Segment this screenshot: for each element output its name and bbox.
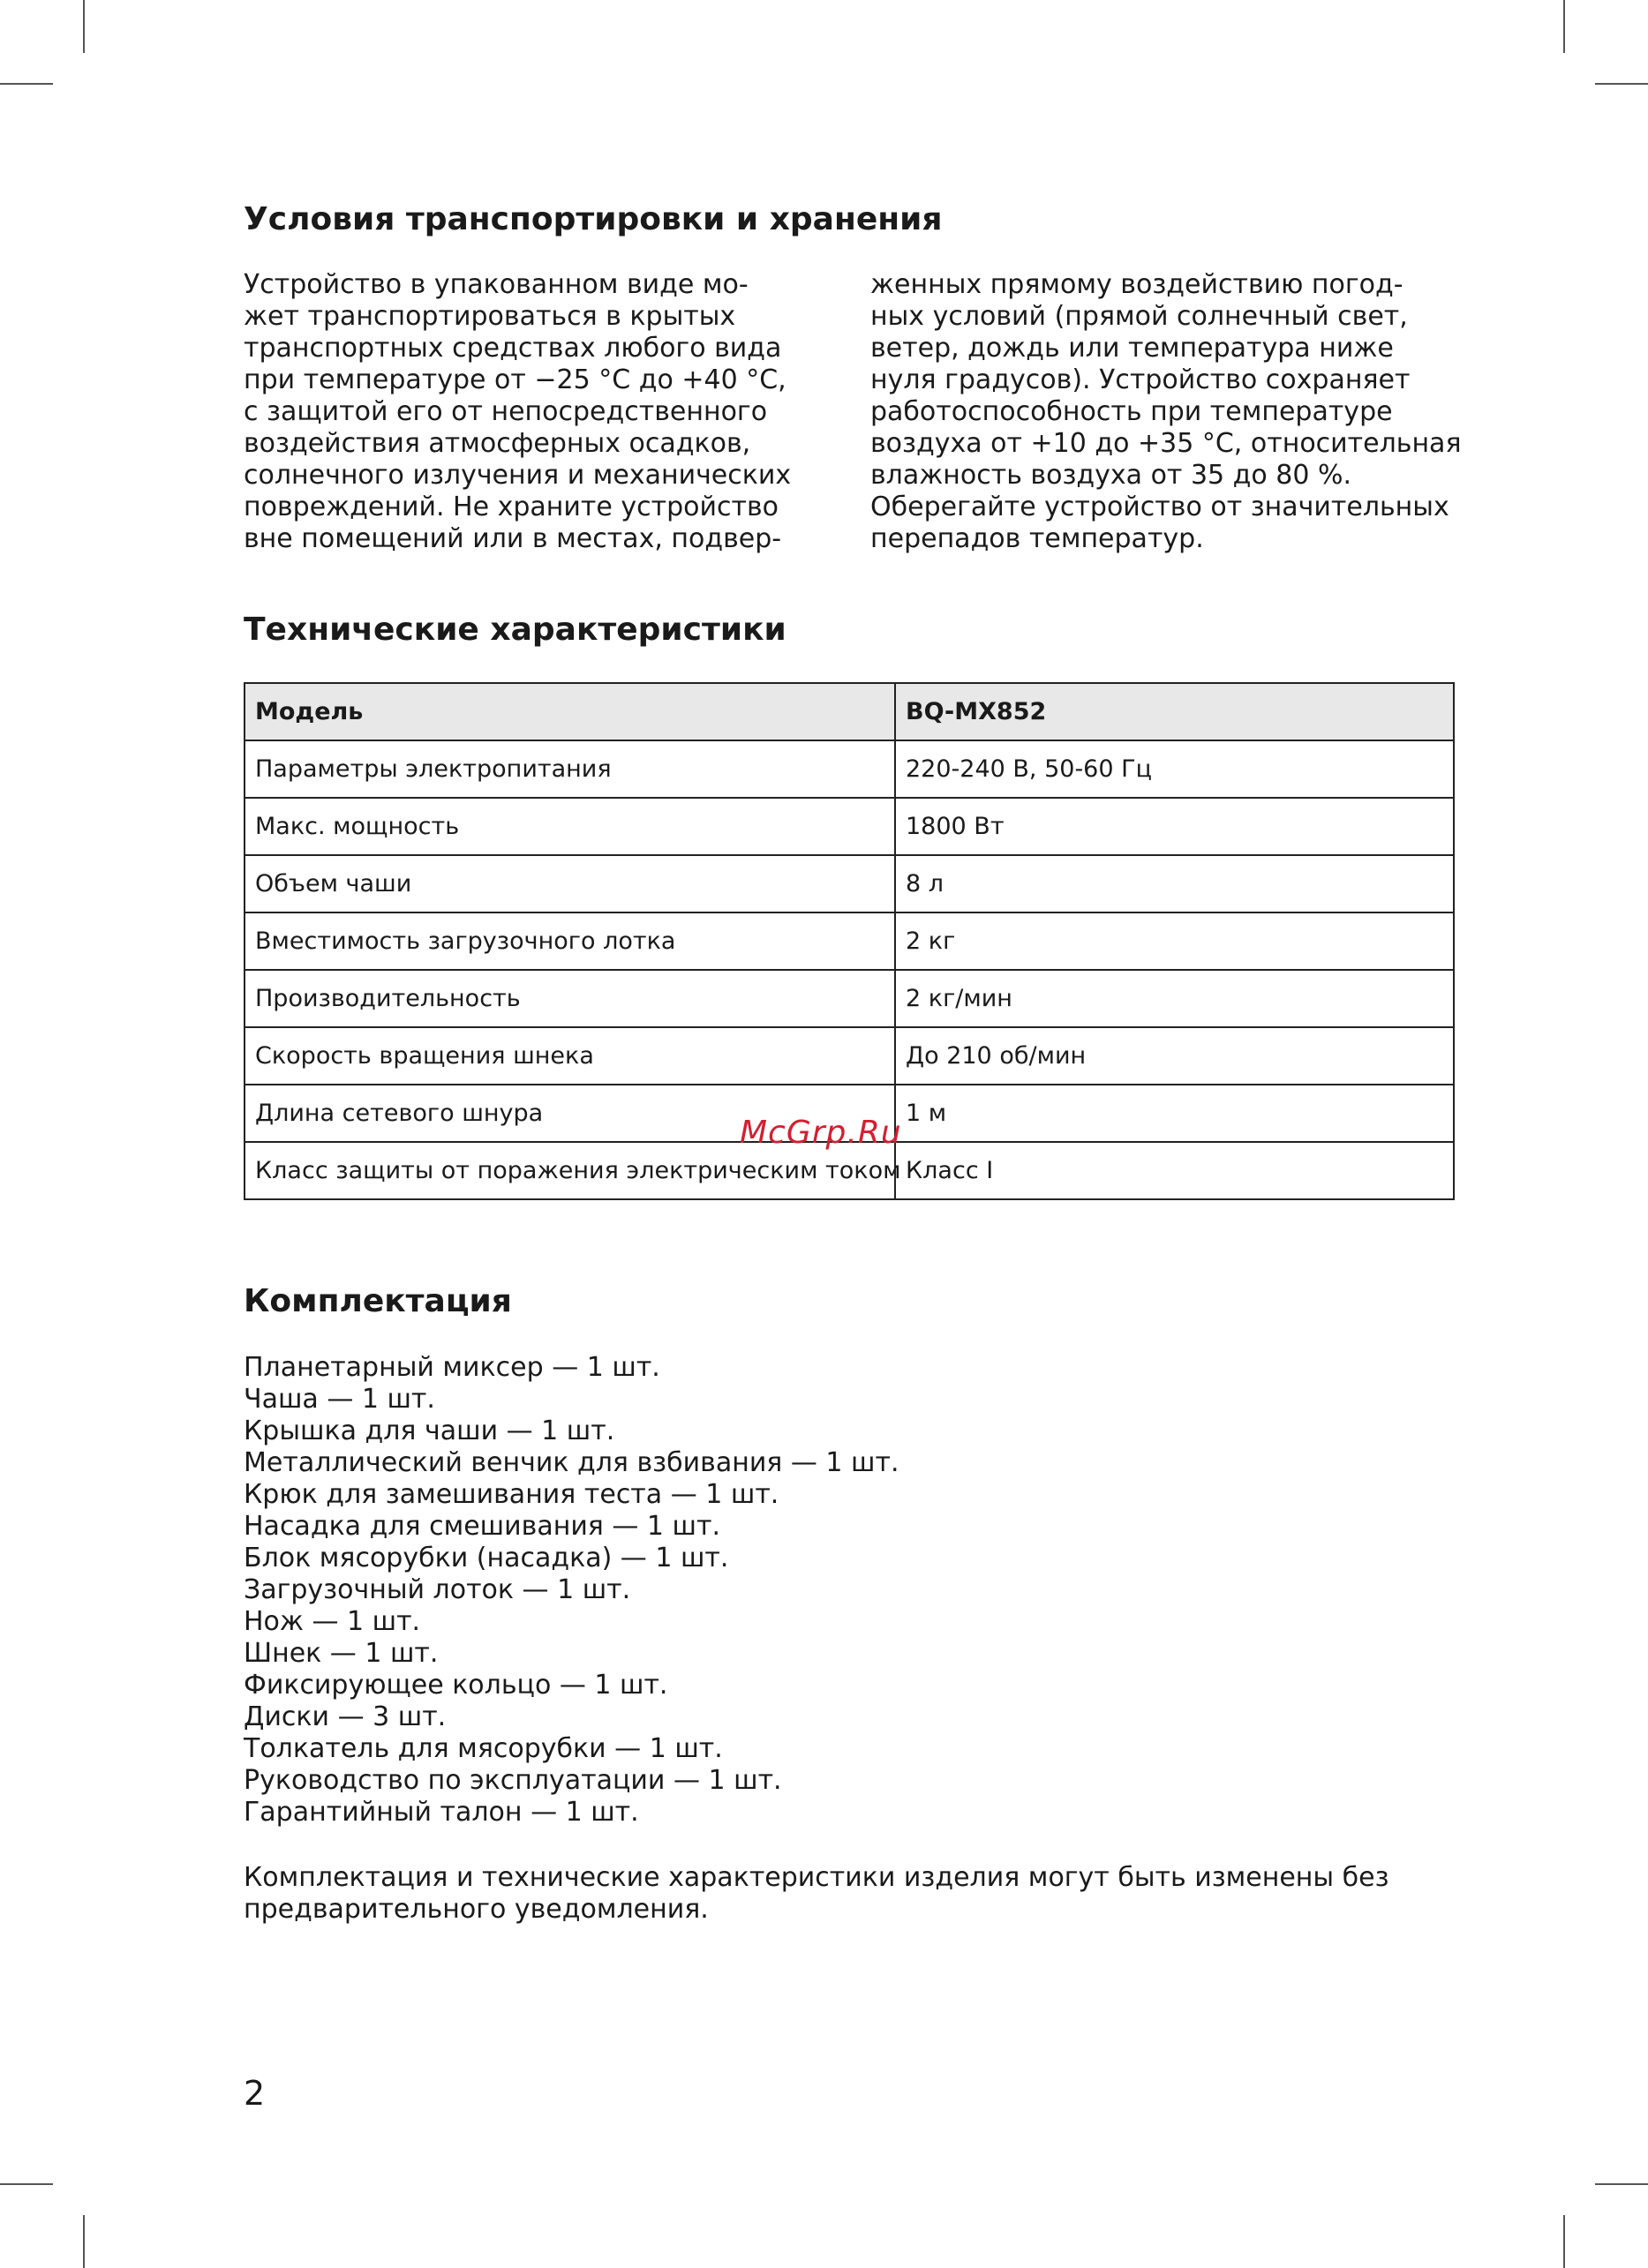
text-line: Устройство в упакованном виде мо- bbox=[244, 269, 749, 300]
list-item: Чаша — 1 шт. bbox=[244, 1384, 435, 1415]
watermark: McGrp.Ru bbox=[740, 1115, 902, 1151]
crop-mark bbox=[83, 0, 85, 53]
spec-label: Скорость вращения шнека bbox=[245, 1027, 895, 1085]
list-item: Диски — 3 шт. bbox=[244, 1701, 447, 1732]
table-row bbox=[245, 683, 1454, 740]
text-line: транспортных средствах любого вида bbox=[244, 333, 782, 364]
kit-note bbox=[244, 1862, 1389, 1926]
table-row bbox=[245, 798, 1454, 855]
transport-text-left bbox=[244, 269, 791, 555]
list-item: Толкатель для мясорубки — 1 шт. bbox=[244, 1733, 723, 1764]
spec-value: 2 кг/мин bbox=[895, 970, 1454, 1027]
text-line: влажность воздуха от 35 до 80 %. bbox=[870, 460, 1352, 491]
list-item: Металлический венчик для взбивания — 1 шт. bbox=[244, 1447, 899, 1478]
list-item: Нож — 1 шт. bbox=[244, 1606, 421, 1637]
list-item: Гарантийный талон — 1 шт. bbox=[244, 1797, 639, 1828]
text-line: женных прямому воздействию погод- bbox=[870, 269, 1403, 300]
text-line: при температуре от −25 °C до +40 °C, bbox=[244, 364, 786, 395]
text-line: вне помещений или в местах, подвер- bbox=[244, 523, 782, 554]
list-item: Блок мясорубки (насадка) — 1 шт. bbox=[244, 1543, 729, 1573]
transport-heading: Условия транспортировки и хранения bbox=[244, 201, 943, 237]
list-item: Крюк для замешивания теста — 1 шт. bbox=[244, 1479, 779, 1510]
crop-mark bbox=[0, 2183, 53, 2185]
spec-value: 1 м bbox=[895, 1085, 1454, 1142]
text-line: солнечного излучения и механических bbox=[244, 460, 792, 491]
crop-mark bbox=[1563, 0, 1565, 53]
spec-value: BQ-MX852 bbox=[895, 683, 1454, 740]
list-item: Насадка для смешивания — 1 шт. bbox=[244, 1511, 721, 1542]
list-item: Руководство по эксплуатации — 1 шт. bbox=[244, 1765, 782, 1796]
crop-mark bbox=[1563, 2215, 1565, 2268]
spec-value: 1800 Вт bbox=[895, 798, 1454, 855]
text-line: с защитой его от непосредственного bbox=[244, 396, 768, 427]
text-line: жет транспортироваться в крытых bbox=[244, 301, 736, 332]
list-item: Загрузочный лоток — 1 шт. bbox=[244, 1574, 631, 1605]
spec-value: 8 л bbox=[895, 855, 1454, 912]
spec-value: 2 кг bbox=[895, 912, 1454, 970]
list-item: Планетарный миксер — 1 шт. bbox=[244, 1352, 660, 1383]
text-line: перепадов температур. bbox=[870, 523, 1204, 554]
specs-heading: Технические характеристики bbox=[244, 612, 786, 648]
spec-value: Класс I bbox=[895, 1142, 1454, 1199]
spec-label: Модель bbox=[245, 683, 895, 740]
table-row bbox=[245, 970, 1454, 1027]
page-number: 2 bbox=[244, 2074, 266, 2113]
text-line: воздуха от +10 до +35 °C, относительная bbox=[870, 428, 1462, 459]
spec-value: До 210 об/мин bbox=[895, 1027, 1454, 1085]
kit-list bbox=[244, 1352, 899, 1829]
list-item: Шнек — 1 шт. bbox=[244, 1638, 439, 1669]
spec-label: Объем чаши bbox=[245, 855, 895, 912]
spec-label: Класс защиты от поражения электрическим током bbox=[245, 1142, 895, 1199]
list-item: Фиксирующее кольцо — 1 шт. bbox=[244, 1670, 668, 1701]
spec-label: Вместимость загрузочного лотка bbox=[245, 912, 895, 970]
spec-value: 220-240 В, 50-60 Гц bbox=[895, 740, 1454, 798]
text-line: Комплектация и технические характеристики изделия могут быть изменены без bbox=[244, 1862, 1389, 1893]
crop-mark bbox=[1595, 83, 1648, 85]
text-line: ветер, дождь или температура ниже bbox=[870, 333, 1394, 364]
crop-mark bbox=[0, 83, 53, 85]
table-row bbox=[245, 740, 1454, 798]
text-line: Оберегайте устройство от значительных bbox=[870, 492, 1449, 522]
table-row bbox=[245, 912, 1454, 970]
text-line: воздействия атмосферных осадков, bbox=[244, 428, 751, 459]
text-line: работоспособность при температуре bbox=[870, 396, 1393, 427]
spec-label: Макс. мощность bbox=[245, 798, 895, 855]
spec-label: Длина сетевого шнура bbox=[245, 1085, 895, 1142]
text-line: нуля градусов). Устройство сохраняет bbox=[870, 364, 1411, 395]
table-row bbox=[245, 1027, 1454, 1085]
text-line: предварительного уведомления. bbox=[244, 1894, 709, 1925]
spec-label: Параметры электропитания bbox=[245, 740, 895, 798]
transport-text-right bbox=[870, 269, 1462, 555]
kit-heading: Комплектация bbox=[244, 1283, 512, 1319]
crop-mark bbox=[1595, 2183, 1648, 2185]
crop-mark bbox=[83, 2215, 85, 2268]
table-row bbox=[245, 855, 1454, 912]
text-line: ных условий (прямой солнечный свет, bbox=[870, 301, 1408, 332]
list-item: Крышка для чаши — 1 шт. bbox=[244, 1416, 615, 1446]
text-line: повреждений. Не храните устройство bbox=[244, 492, 779, 522]
spec-label: Производительность bbox=[245, 970, 895, 1027]
